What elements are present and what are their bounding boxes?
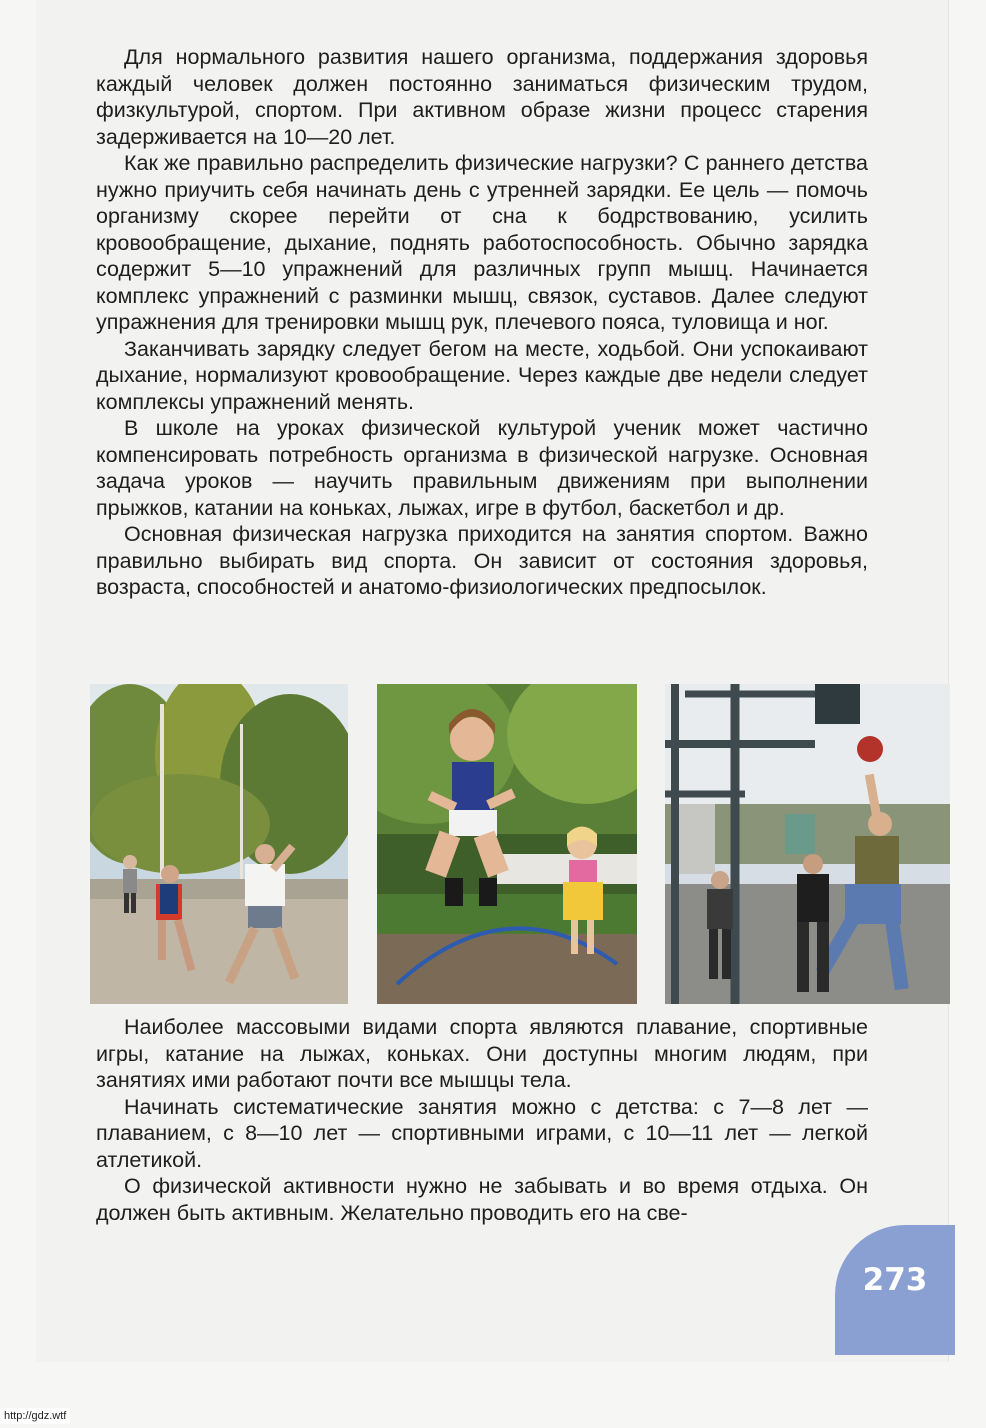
text-block-bottom bbox=[96, 1014, 868, 1226]
paragraph: Для нормального развития нашего организма, поддержания здоровья каждый человек должен постоянно заниматься физическим трудом, физкультурой, спортом. При активном образе жизни процесс старения задерживается на 10—20 лет. bbox=[96, 45, 868, 149]
basketball-photo bbox=[665, 684, 950, 1004]
football-illustration bbox=[90, 684, 348, 1004]
text-block-top bbox=[96, 44, 868, 601]
paragraph: Начинать систематические занятия можно с детства: с 7—8 лет — плаванием, с 8—10 лет — спортивными играми, с 10—11 лет — легкой атлетикой. bbox=[96, 1094, 868, 1172]
basketball-illustration bbox=[665, 684, 950, 1004]
paragraph: Основная физическая нагрузка приходится на занятия спортом. Важно правильно выбирать вид спорта. Он зависит от состояния здоровья, возраста, способностей и анатомо-физиологических предпосылок. bbox=[96, 522, 868, 599]
jump-rope-illustration bbox=[377, 684, 637, 1004]
paragraph: Заканчивать зарядку следует бегом на месте, ходьбой. Они успокаивают дыхание, нормализуют кровообращение. Через каждые две недели следует комплексы упражнений менять. bbox=[96, 336, 868, 414]
football-photo bbox=[90, 684, 348, 1004]
paragraph: Наиболее массовыми видами спорта являются плавание, спортивные игры, катание на лыжах, коньках. Они доступны многим людям, при занятиях ими работают почти все мышцы тела. bbox=[96, 1015, 868, 1092]
paragraph: В школе на уроках физической культурой ученик может частично компенсировать потребность организма в физической нагрузке. Основная задача уроков — научить правильным движениям при выполнении прыжков, катании на коньках, лыжах, игре в футбол, баскетбол и др. bbox=[96, 416, 868, 520]
paragraph: Как же правильно распределить физические нагрузки? С раннего детства нужно приучить себя начинать день с утренней зарядки. Ее цель — помочь организму скорее перейти от сна к бодрствованию, усилить кровообращение, дыхание, поднять работоспособность. Обычно зарядка содержит 5—10 упражнений для различных групп мышц. Начинается комплекс упражнений с разминки мышц, связок, суставов. Далее следуют упражнения для тренировки мышц рук, плечевого пояса, туловища и ног. bbox=[96, 151, 868, 334]
paragraph: О физической активности нужно не забывать и во время отдыха. Он должен быть активным. Желательно проводить его на све- bbox=[96, 1174, 868, 1225]
watermark-link[interactable]: http://gdz.wtf bbox=[0, 1408, 70, 1424]
jump-rope-photo bbox=[377, 684, 637, 1004]
page-number: 273 bbox=[862, 1262, 928, 1298]
